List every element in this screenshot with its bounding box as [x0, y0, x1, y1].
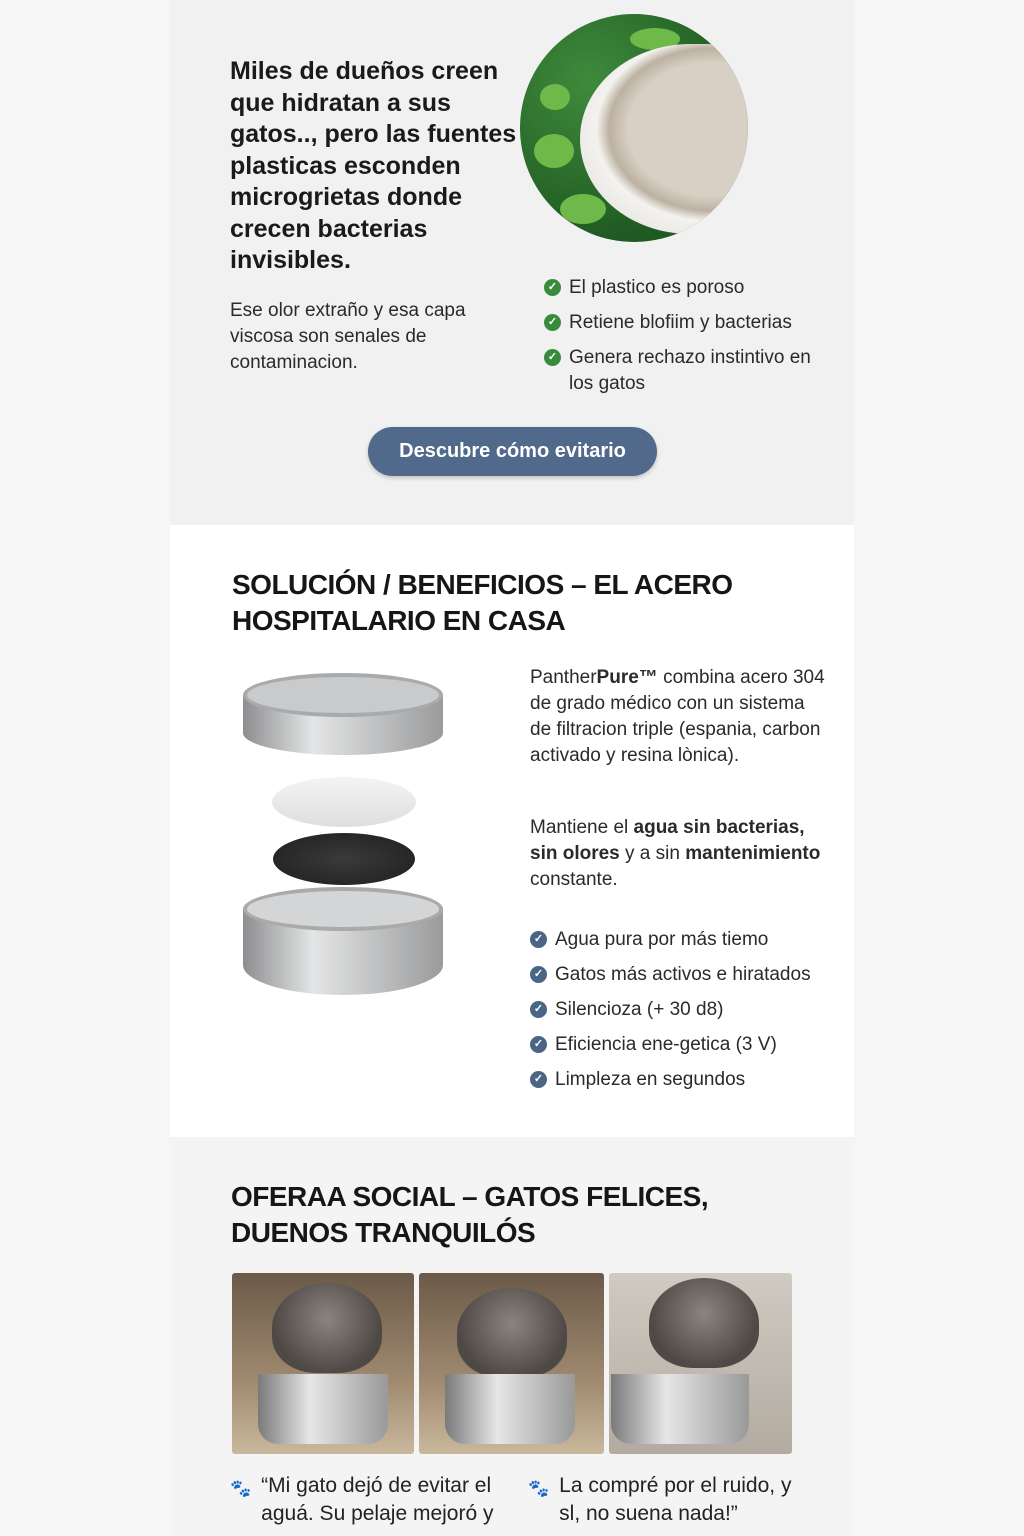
testimonial-2: 🐾 La compré por el ruido, y sl, no suena nada!” — [528, 1472, 818, 1528]
social-title: OFERAA SOCIAL – GATOS FELICES, DUENOS TRANQUILÓS — [231, 1181, 709, 1248]
benefit-item: ✓ Eficiencia ene-getica (3 V) — [530, 1032, 850, 1058]
benefits-list — [530, 927, 850, 1102]
filter-exploded-image — [240, 665, 450, 1005]
check-icon: ✓ — [530, 1001, 547, 1018]
paw-icon: 🐾 — [230, 1479, 252, 1498]
check-icon: ✓ — [530, 1071, 547, 1088]
solution-title: SOLUCIÓN / BENEFICIOS – EL ACERO HOSPITALARIO EN CASA — [232, 569, 733, 636]
check-icon: ✓ — [544, 349, 561, 366]
check-icon: ✓ — [530, 931, 547, 948]
benefit-item: ✓ Gatos más activos e hiratados — [530, 962, 850, 988]
solution-section — [170, 525, 854, 1137]
solution-para-2: Mantiene el agua sin bacterias, sin olores y a sin mantenimiento constante. — [530, 817, 821, 890]
benefit-item: ✓ Silencioza (+ 30 d8) — [530, 997, 850, 1023]
landing-page — [170, 0, 854, 1536]
problem-section — [170, 0, 854, 525]
check-item: ✓ Retiene blofiim y bacterias — [544, 310, 834, 336]
benefit-item: ✓ Agua pura por más tiemo — [530, 927, 850, 953]
testimonial-1: 🐾 “Mi gato dejó de evitar el aguá. Su pelaje mejoró y — [230, 1472, 520, 1528]
solution-para-1: PantherPure™ combina acero 304 de grado médico con un sistema de filtracion triple (espania, carbon activado y resina lònica). — [530, 667, 825, 766]
paw-icon: 🐾 — [528, 1479, 550, 1498]
problem-checklist — [544, 275, 834, 406]
discover-cta-button[interactable]: Descubre cómo evitario — [368, 427, 657, 476]
check-item: ✓ Genera rechazo instintivo en los gatos — [544, 345, 834, 397]
benefit-item: ✓ Limpleza en segundos — [530, 1067, 850, 1093]
cat-photo-3 — [609, 1273, 792, 1454]
cat-photo-1 — [232, 1273, 414, 1454]
check-icon: ✓ — [530, 966, 547, 983]
check-item: ✓ El plastico es poroso — [544, 275, 834, 301]
problem-headline: Miles de dueños creen que hidratan a sus gatos.., pero las fuentes plasticas esconden microgrietas donde crecen bacterias invisibles. — [230, 57, 517, 274]
cat-photo-2 — [419, 1273, 604, 1454]
check-icon: ✓ — [544, 314, 561, 331]
check-icon: ✓ — [544, 279, 561, 296]
problem-body: Ese olor extraño y esa capa viscosa son senales de contaminacion. — [230, 300, 466, 373]
check-icon: ✓ — [530, 1036, 547, 1053]
contaminated-bowl-image — [520, 14, 748, 242]
